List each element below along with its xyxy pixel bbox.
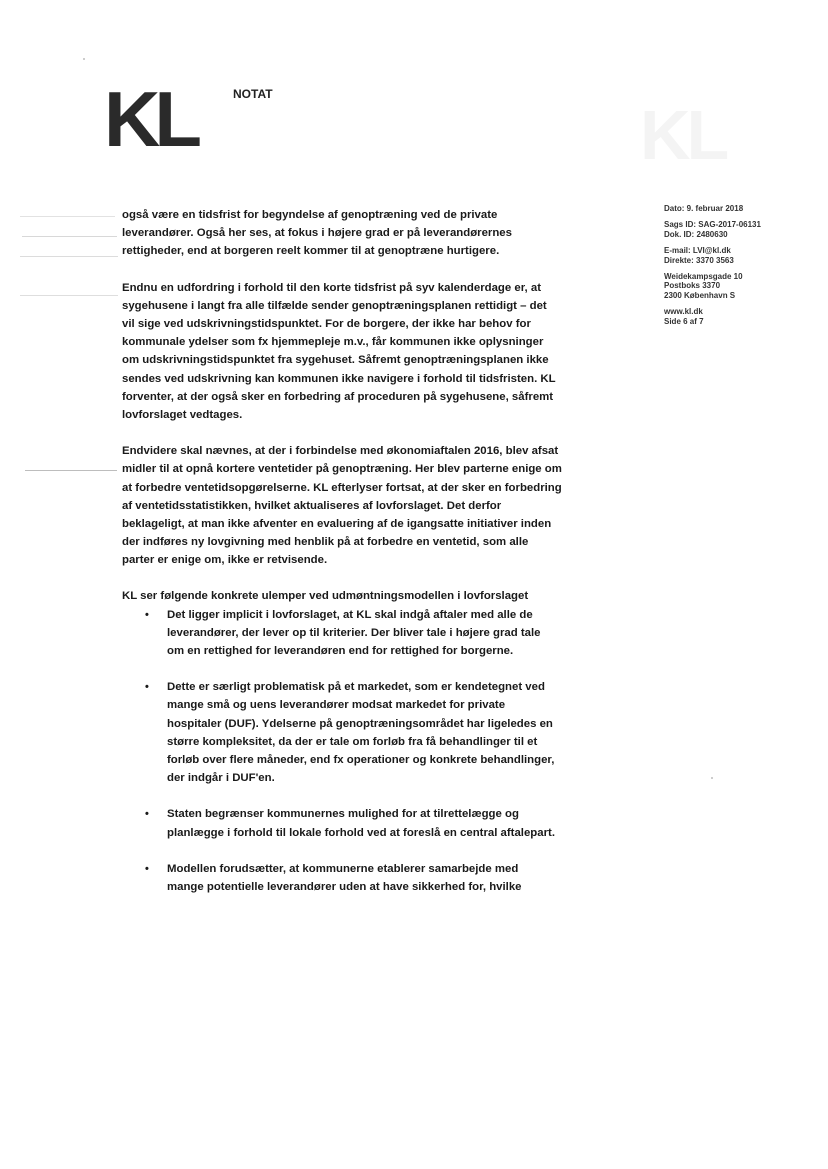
meta-page-number: Side 6 af 7 bbox=[664, 316, 704, 326]
meta-sags-id: Sags ID: SAG-2017-06131 bbox=[664, 220, 761, 230]
list-item bbox=[122, 606, 557, 661]
scan-mark bbox=[20, 256, 118, 257]
bullet-list bbox=[122, 606, 562, 897]
meta-address-city: 2300 København S bbox=[664, 290, 736, 300]
meta-dok-id: Dok. ID: 2480630 bbox=[664, 229, 728, 239]
scan-mark bbox=[22, 236, 117, 237]
bullet-marker: • bbox=[145, 862, 149, 875]
paragraph-udfordring: Endnu en udfordring i forhold til den korte tidsfrist på syv kalenderdage er, at sygehusene i langt fra alle tilfælde sender genoptræningsplanen rettidigt – det vil sige ved udskrivningstidspunktet. For de borgere, der ikke har behov for kommunale ydelser som fx hjemmepleje m.v., får kommunen ikke oplysninger om udskrivningstidspunktet fra sygehuset. Såfremt genoptræningsplanen ikke sendes ved udskrivning kan kommunen ikke navigere i forhold til tidsfristen. KL forventer, at der også sker en forbedring af proceduren på sygehusene, såfremt lovforslaget vedtages. bbox=[122, 281, 556, 422]
list-item bbox=[122, 860, 557, 896]
section-heading: KL ser følgende konkrete ulemper ved udmøntningsmodellen i lovforslaget bbox=[122, 589, 529, 602]
meta-direct-phone: Direkte: 3370 3563 bbox=[664, 255, 734, 265]
meta-website: www.kl.dk bbox=[664, 307, 703, 317]
document-body bbox=[122, 206, 562, 914]
meta-address-pobox: Postboks 3370 bbox=[664, 281, 721, 291]
list-item-text: Dette er særligt problematisk på et markedet, som er kendetegnet ved mange små og uens leverandører modsat markedet for private hospitaler (DUF). Ydelserne på genoptræningsområdet har ligeledes en større kompleksitet, da der er tale om forløb fra få behandlinger til et forløb over flere måneder, end fx operationer og konkrete behandlinger, der indgår i DUF'en. bbox=[167, 681, 555, 785]
show-through-logo: KL bbox=[640, 96, 726, 174]
scan-mark bbox=[20, 295, 118, 296]
scan-mark bbox=[20, 216, 115, 217]
list-item bbox=[122, 678, 557, 787]
paragraph-tidsfrist: også være en tidsfrist for begyndelse af genoptræning ved de private leverandører. Også her ses, at fokus i højere grad er på leverandørernes rettigheder, end at borgeren reelt kommer til at genoptræne hurtigere. bbox=[122, 209, 512, 258]
bullet-marker: • bbox=[145, 608, 149, 621]
list-item-text: Det ligger implicit i lovforslaget, at KL skal indgå aftaler med alle de leverandører, der lever op til kriterier. Der bliver tale i højere grad tale om en rettighed for leverandøren end for rettighed for borgerne. bbox=[167, 608, 541, 658]
kl-logo: KL bbox=[104, 75, 196, 163]
meta-address-street: Weidekampsgade 10 bbox=[664, 272, 743, 282]
scan-speck bbox=[83, 58, 85, 60]
document-type-label: NOTAT bbox=[233, 87, 273, 101]
scan-mark bbox=[25, 470, 117, 471]
paragraph-ventetider: Endvidere skal nævnes, at der i forbindelse med økonomiaftalen 2016, blev afsat midler til at opnå kortere ventetider på genoptræning. Her blev parterne enige om at forbedre ventetidsopgørelserne. KL efterlyser fortsat, at der sker en forbedring af ventetidsstatistikken, hvilket aktualiseres af lovforslaget. Det derfor beklageligt, at man ikke afventer en evaluering af de igangsatte initiativer inden der indføres ny lovgivning med henblik på at forbedre en ventetid, som alle parter er enige om, ikke er retvisende. bbox=[122, 445, 562, 567]
list-item bbox=[122, 805, 557, 841]
list-item-text: Staten begrænser kommunernes mulighed for at tilrettelægge og planlægge i forhold til lokale forhold ved at foreslå en central aftalepart. bbox=[167, 808, 555, 839]
document-metadata bbox=[664, 204, 804, 326]
meta-date: Dato: 9. februar 2018 bbox=[664, 204, 744, 213]
bullet-marker: • bbox=[145, 681, 149, 694]
list-item-text: Modellen forudsætter, at kommunerne etablerer samarbejde med mange potentielle leverandører uden at have sikkerhed for, hvilke bbox=[167, 862, 522, 894]
bullet-marker: • bbox=[145, 808, 149, 821]
meta-email: E-mail: LVI@kl.dk bbox=[664, 246, 731, 256]
scan-speck bbox=[711, 777, 713, 779]
